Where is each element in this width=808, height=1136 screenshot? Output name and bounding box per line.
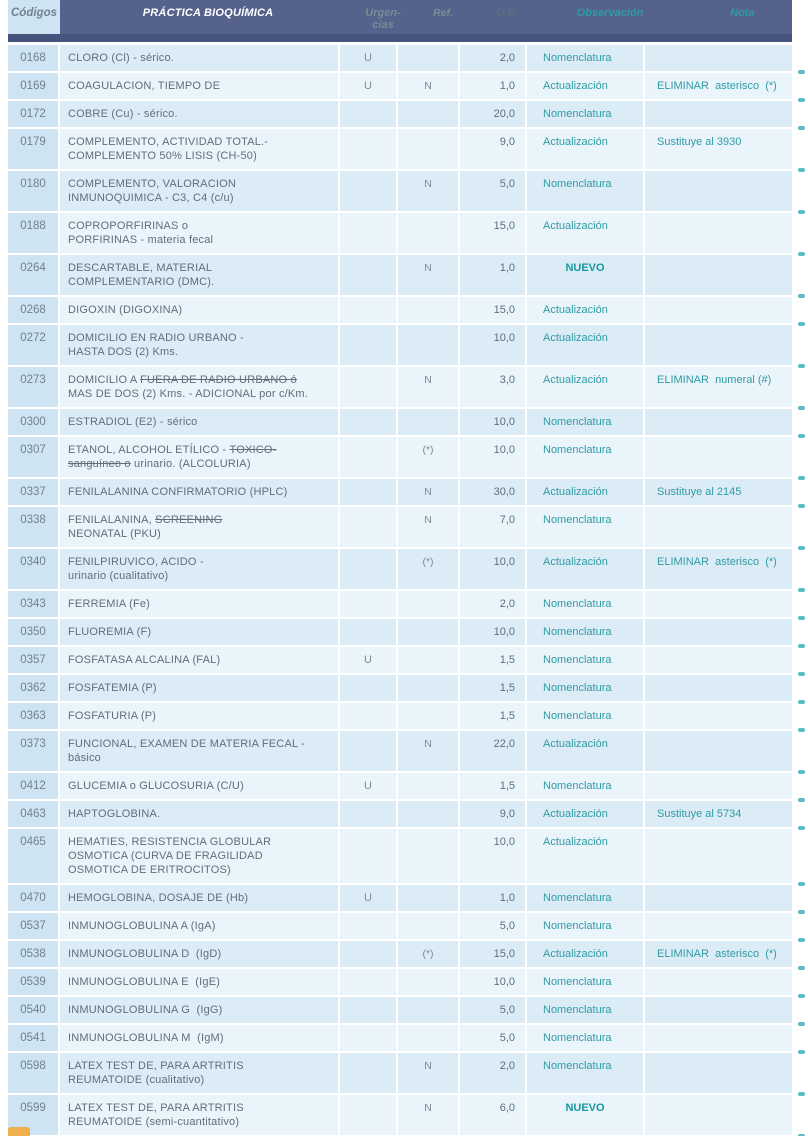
row-ref xyxy=(398,647,460,673)
row-practice: FENILPIRUVICO, ACIDO - urinario (cualitativo) xyxy=(60,549,340,589)
row-practice: ETANOL, ALCOHOL ETÍLICO - TOXICO- sanguíneo o urinario. (ALCOLURIA) xyxy=(60,437,340,477)
row-code: 0412 xyxy=(8,773,60,799)
row-practice: DIGOXIN (DIGOXINA) xyxy=(60,297,340,323)
row-practice: INMUNOGLOBULINA G (IgG) xyxy=(60,997,340,1023)
row-practice: FENILALANINA CONFIRMATORIO (HPLC) xyxy=(60,479,340,505)
row-code: 0169 xyxy=(8,73,60,99)
table-row xyxy=(8,297,792,325)
row-code: 0599 xyxy=(8,1095,60,1135)
row-code: 0373 xyxy=(8,731,60,771)
table-row xyxy=(8,1095,792,1136)
row-code: 0350 xyxy=(8,619,60,645)
row-urgencias xyxy=(340,171,398,211)
row-nota xyxy=(645,591,792,617)
row-code: 0180 xyxy=(8,171,60,211)
table-row xyxy=(8,703,792,731)
row-urgencias xyxy=(340,675,398,701)
row-urgencias xyxy=(340,801,398,827)
row-ub: 6,0 xyxy=(460,1095,527,1135)
row-urgencias xyxy=(340,213,398,253)
table-row xyxy=(8,73,792,101)
row-ref xyxy=(398,101,460,127)
row-ub: 30,0 xyxy=(460,479,527,505)
row-nota: ELIMINAR asterisco (*) xyxy=(657,80,777,92)
table-row xyxy=(8,255,792,297)
row-urgencias xyxy=(340,367,398,407)
row-code: 0540 xyxy=(8,997,60,1023)
row-observacion: Actualización xyxy=(527,801,645,827)
row-ub: 2,0 xyxy=(460,45,527,71)
row-nota xyxy=(645,171,792,211)
row-code: 0357 xyxy=(8,647,60,673)
row-nota xyxy=(645,675,792,701)
table-row xyxy=(8,367,792,409)
table-row xyxy=(8,997,792,1025)
row-observacion: Nomenclatura xyxy=(527,969,645,995)
row-ub: 15,0 xyxy=(460,213,527,253)
row-nota: Sustituye al 3930 xyxy=(657,136,742,148)
row-practice: HAPTOGLOBINA. xyxy=(60,801,340,827)
table-row xyxy=(8,941,792,969)
row-urgencias xyxy=(340,969,398,995)
row-ub: 3,0 xyxy=(460,367,527,407)
row-ub: 1,0 xyxy=(460,73,527,99)
row-practice: FERREMIA (Fe) xyxy=(60,591,340,617)
table-row xyxy=(8,45,792,73)
row-observacion: Nomenclatura xyxy=(527,409,645,435)
row-ub: 5,0 xyxy=(460,997,527,1023)
row-observacion: Nomenclatura xyxy=(527,885,645,911)
row-observacion: Actualización xyxy=(527,549,645,589)
row-code: 0470 xyxy=(8,885,60,911)
row-code: 0538 xyxy=(8,941,60,967)
row-observacion: Actualización xyxy=(527,941,645,967)
row-nota xyxy=(645,731,792,771)
row-ref xyxy=(398,703,460,729)
row-code: 0268 xyxy=(8,297,60,323)
table-row xyxy=(8,213,792,255)
row-ref: N xyxy=(398,255,460,295)
row-urgencias xyxy=(340,549,398,589)
row-observacion: Nomenclatura xyxy=(527,913,645,939)
row-urgencias xyxy=(340,255,398,295)
row-practice: INMUNOGLOBULINA A (IgA) xyxy=(60,913,340,939)
row-urgencias xyxy=(340,1095,398,1135)
table-header-row xyxy=(8,0,792,42)
table-row xyxy=(8,1025,792,1053)
row-practice: COPROPORFIRINAS o PORFIRINAS - materia fecal xyxy=(60,213,340,253)
row-ref xyxy=(398,297,460,323)
row-urgencias xyxy=(340,409,398,435)
row-ref xyxy=(398,45,460,71)
row-nota xyxy=(645,507,792,547)
row-practice: DESCARTABLE, MATERIAL COMPLEMENTARIO (DMC). xyxy=(60,255,340,295)
row-code: 0363 xyxy=(8,703,60,729)
header-observacion: Observación xyxy=(576,7,644,19)
row-practice: CLORO (Cl) - sérico. xyxy=(60,45,340,71)
row-ub: 10,0 xyxy=(460,549,527,589)
row-ref: N xyxy=(398,731,460,771)
row-practice: INMUNOGLOBULINA E (IgE) xyxy=(60,969,340,995)
row-observacion: Actualización xyxy=(527,213,645,253)
row-code: 0598 xyxy=(8,1053,60,1093)
row-ref: (*) xyxy=(398,549,460,589)
row-practice: HEMOGLOBINA, DOSAJE DE (Hb) xyxy=(60,885,340,911)
row-code: 0273 xyxy=(8,367,60,407)
table-row xyxy=(8,969,792,997)
row-observacion: Nomenclatura xyxy=(527,773,645,799)
row-observacion: NUEVO xyxy=(527,1095,645,1135)
row-nota xyxy=(645,647,792,673)
row-urgencias xyxy=(340,437,398,477)
table-row xyxy=(8,647,792,675)
row-observacion: Nomenclatura xyxy=(527,997,645,1023)
row-ref: N xyxy=(398,1053,460,1093)
row-nota xyxy=(645,619,792,645)
row-code: 0362 xyxy=(8,675,60,701)
row-code: 0537 xyxy=(8,913,60,939)
row-ub: 7,0 xyxy=(460,507,527,547)
row-observacion: Actualización xyxy=(527,325,645,365)
row-code: 0168 xyxy=(8,45,60,71)
corner-highlight-mark xyxy=(8,1127,30,1136)
row-ub: 15,0 xyxy=(460,941,527,967)
row-urgencias xyxy=(340,129,398,169)
table-body xyxy=(8,45,792,1136)
row-code: 0463 xyxy=(8,801,60,827)
row-practice: COMPLEMENTO, VALORACION INMUNOQUIMICA - C3, C4 (c/u) xyxy=(60,171,340,211)
row-nota xyxy=(645,703,792,729)
row-observacion: Actualización xyxy=(527,367,645,407)
row-code: 0465 xyxy=(8,829,60,883)
row-ub: 5,0 xyxy=(460,171,527,211)
row-ub: 10,0 xyxy=(460,325,527,365)
row-observacion: Actualización xyxy=(527,73,645,99)
row-ref xyxy=(398,409,460,435)
row-ub: 15,0 xyxy=(460,297,527,323)
table-row xyxy=(8,619,792,647)
table-row xyxy=(8,731,792,773)
row-nota xyxy=(645,1053,792,1093)
row-ub: 10,0 xyxy=(460,829,527,883)
row-ub: 10,0 xyxy=(460,409,527,435)
table-row xyxy=(8,325,792,367)
row-observacion: Nomenclatura xyxy=(527,591,645,617)
row-ub: 10,0 xyxy=(460,437,527,477)
row-nota xyxy=(645,213,792,253)
header-urgencias: Urgen- cias xyxy=(365,7,401,31)
practices-table xyxy=(8,0,792,1136)
row-ref: N xyxy=(398,367,460,407)
table-row xyxy=(8,801,792,829)
table-row xyxy=(8,773,792,801)
row-observacion: Nomenclatura xyxy=(527,437,645,477)
row-ref: N xyxy=(398,171,460,211)
row-code: 0272 xyxy=(8,325,60,365)
row-urgencias: U xyxy=(340,73,398,99)
row-ub: 1,5 xyxy=(460,703,527,729)
header-ub: U.B. xyxy=(496,7,519,19)
row-code: 0307 xyxy=(8,437,60,477)
table-row xyxy=(8,829,792,885)
row-ub: 10,0 xyxy=(460,969,527,995)
row-ub: 1,5 xyxy=(460,647,527,673)
row-observacion: Nomenclatura xyxy=(527,1025,645,1051)
row-nota xyxy=(645,409,792,435)
row-urgencias xyxy=(340,591,398,617)
row-nota xyxy=(645,45,792,71)
row-ub: 9,0 xyxy=(460,129,527,169)
row-ref xyxy=(398,773,460,799)
row-observacion: Nomenclatura xyxy=(527,1053,645,1093)
row-code: 0188 xyxy=(8,213,60,253)
row-code: 0539 xyxy=(8,969,60,995)
row-ref: N xyxy=(398,73,460,99)
row-practice: FENILALANINA, SCREENING NEONATAL (PKU) xyxy=(60,507,340,547)
row-ub: 1,0 xyxy=(460,255,527,295)
row-ref xyxy=(398,997,460,1023)
row-ub: 20,0 xyxy=(460,101,527,127)
table-row xyxy=(8,129,792,171)
row-urgencias xyxy=(340,703,398,729)
row-code: 0264 xyxy=(8,255,60,295)
row-nota xyxy=(645,829,792,883)
row-code: 0541 xyxy=(8,1025,60,1051)
row-ub: 1,5 xyxy=(460,675,527,701)
row-nota xyxy=(645,297,792,323)
row-practice: FUNCIONAL, EXAMEN DE MATERIA FECAL - básico xyxy=(60,731,340,771)
row-practice: LATEX TEST DE, PARA ARTRITIS REUMATOIDE (semi-cuantitativo) xyxy=(60,1095,340,1135)
row-urgencias xyxy=(340,325,398,365)
row-urgencias: U xyxy=(340,773,398,799)
row-practice: FOSFATEMIA (P) xyxy=(60,675,340,701)
row-ref xyxy=(398,619,460,645)
row-urgencias xyxy=(340,913,398,939)
row-observacion: Nomenclatura xyxy=(527,45,645,71)
table-row xyxy=(8,885,792,913)
row-practice: DOMICILIO A FUERA DE RADIO URBANO ó MAS DE DOS (2) Kms. - ADICIONAL por c/Km. xyxy=(60,367,340,407)
row-nota: ELIMINAR asterisco (*) xyxy=(657,556,777,568)
row-practice: COAGULACION, TIEMPO DE xyxy=(60,73,340,99)
row-practice: LATEX TEST DE, PARA ARTRITIS REUMATOIDE (cualitativo) xyxy=(60,1053,340,1093)
row-nota xyxy=(645,437,792,477)
row-urgencias xyxy=(340,829,398,883)
table-row xyxy=(8,437,792,479)
row-nota xyxy=(645,969,792,995)
row-ref: (*) xyxy=(398,437,460,477)
row-observacion: Nomenclatura xyxy=(527,619,645,645)
row-observacion: Actualización xyxy=(527,731,645,771)
row-practice: INMUNOGLOBULINA M (IgM) xyxy=(60,1025,340,1051)
row-urgencias: U xyxy=(340,647,398,673)
row-urgencias: U xyxy=(340,45,398,71)
row-nota xyxy=(645,325,792,365)
table-row xyxy=(8,591,792,619)
row-ub: 22,0 xyxy=(460,731,527,771)
header-ref: Ref. xyxy=(433,7,453,19)
row-observacion: Nomenclatura xyxy=(527,703,645,729)
row-nota: ELIMINAR asterisco (*) xyxy=(657,948,777,960)
row-nota xyxy=(645,913,792,939)
row-nota xyxy=(645,885,792,911)
row-ub: 10,0 xyxy=(460,619,527,645)
row-observacion: Nomenclatura xyxy=(527,101,645,127)
header-practica: PRÁCTICA BIOQUÍMICA xyxy=(142,7,274,19)
row-urgencias xyxy=(340,1053,398,1093)
row-ref xyxy=(398,801,460,827)
row-code: 0338 xyxy=(8,507,60,547)
row-urgencias xyxy=(340,731,398,771)
row-urgencias xyxy=(340,619,398,645)
row-ub: 5,0 xyxy=(460,1025,527,1051)
row-urgencias xyxy=(340,1025,398,1051)
table-row xyxy=(8,171,792,213)
row-nota xyxy=(645,773,792,799)
table-row xyxy=(8,101,792,129)
row-observacion: Actualización xyxy=(527,129,645,169)
table-row xyxy=(8,1053,792,1095)
row-observacion: Nomenclatura xyxy=(527,647,645,673)
row-ref xyxy=(398,129,460,169)
row-practice: GLUCEMIA o GLUCOSURIA (C/U) xyxy=(60,773,340,799)
row-observacion: Nomenclatura xyxy=(527,507,645,547)
row-code: 0300 xyxy=(8,409,60,435)
row-practice: ESTRADIOL (E2) - sérico xyxy=(60,409,340,435)
row-ub: 9,0 xyxy=(460,801,527,827)
row-ref xyxy=(398,829,460,883)
row-observacion: Actualización xyxy=(527,829,645,883)
row-observacion: Actualización xyxy=(527,479,645,505)
row-observacion: NUEVO xyxy=(527,255,645,295)
row-nota: ELIMINAR numeral (#) xyxy=(657,374,772,386)
row-ref xyxy=(398,885,460,911)
row-code: 0340 xyxy=(8,549,60,589)
table-row xyxy=(8,913,792,941)
table-row xyxy=(8,479,792,507)
row-nota: Sustituye al 5734 xyxy=(657,808,742,820)
table-row xyxy=(8,549,792,591)
row-practice: FOSFATASA ALCALINA (FAL) xyxy=(60,647,340,673)
row-urgencias xyxy=(340,479,398,505)
row-practice: HEMATIES, RESISTENCIA GLOBULAR OSMOTICA (CURVA DE FRAGILIDAD OSMOTICA DE ERITROCITOS) xyxy=(60,829,340,883)
row-code: 0179 xyxy=(8,129,60,169)
table-row xyxy=(8,409,792,437)
header-nota: Nota xyxy=(730,7,755,19)
row-ref: N xyxy=(398,479,460,505)
table-row xyxy=(8,675,792,703)
row-ref xyxy=(398,969,460,995)
row-urgencias: U xyxy=(340,885,398,911)
row-observacion: Nomenclatura xyxy=(527,171,645,211)
row-ref xyxy=(398,325,460,365)
row-code: 0343 xyxy=(8,591,60,617)
row-ref xyxy=(398,675,460,701)
row-ref xyxy=(398,1025,460,1051)
table-row xyxy=(8,507,792,549)
row-nota xyxy=(645,997,792,1023)
row-practice: FOSFATURIA (P) xyxy=(60,703,340,729)
row-ub: 1,5 xyxy=(460,773,527,799)
row-code: 0172 xyxy=(8,101,60,127)
row-urgencias xyxy=(340,297,398,323)
row-observacion: Actualización xyxy=(527,297,645,323)
row-observacion: Nomenclatura xyxy=(527,675,645,701)
row-urgencias xyxy=(340,101,398,127)
row-ub: 5,0 xyxy=(460,913,527,939)
row-ref: N xyxy=(398,1095,460,1135)
row-practice: DOMICILIO EN RADIO URBANO - HASTA DOS (2) Kms. xyxy=(60,325,340,365)
row-nota xyxy=(645,1095,792,1135)
row-code: 0337 xyxy=(8,479,60,505)
row-ref xyxy=(398,913,460,939)
row-ub: 2,0 xyxy=(460,591,527,617)
row-practice: FLUOREMIA (F) xyxy=(60,619,340,645)
row-nota: Sustituye al 2145 xyxy=(657,486,742,498)
row-urgencias xyxy=(340,507,398,547)
row-practice: COBRE (Cu) - sérico. xyxy=(60,101,340,127)
row-urgencias xyxy=(340,997,398,1023)
row-nota xyxy=(645,255,792,295)
header-codigos: Códigos xyxy=(8,0,60,34)
row-ref: (*) xyxy=(398,941,460,967)
row-ref xyxy=(398,591,460,617)
row-ub: 1,0 xyxy=(460,885,527,911)
row-practice: COMPLEMENTO, ACTIVIDAD TOTAL.- COMPLEMENTO 50% LISIS (CH-50) xyxy=(60,129,340,169)
row-nota xyxy=(645,101,792,127)
row-ref xyxy=(398,213,460,253)
row-ref: N xyxy=(398,507,460,547)
row-ub: 2,0 xyxy=(460,1053,527,1093)
row-nota xyxy=(645,1025,792,1051)
row-urgencias xyxy=(340,941,398,967)
row-practice: INMUNOGLOBULINA D (IgD) xyxy=(60,941,340,967)
